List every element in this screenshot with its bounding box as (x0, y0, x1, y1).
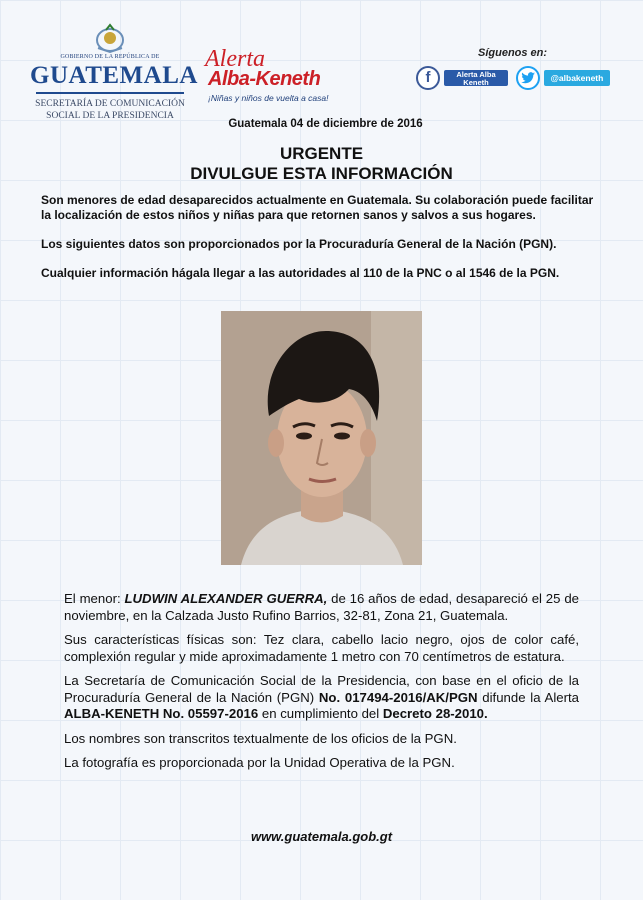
intro-paragraph-3: Cualquier información hágala llegar a las autoridades al 110 de la PNC o al 1546 de la PGN. (41, 266, 560, 280)
publication-date: Guatemala 04 de diciembre de 2016 (228, 118, 423, 130)
alerta-name: Alba-Keneth (208, 68, 321, 90)
follow-label: Síguenos en: (478, 47, 548, 59)
details-p1-rest: de 16 años de edad, desapareció el 25 de noviembre, en la Calzada Justo Rufino Barrios, 32-81, Zona 21, Guatemala. (64, 591, 579, 623)
title-divulgue: DIVULGUE ESTA INFORMACIÓN (190, 164, 453, 183)
details-paragraph-2: Sus características físicas son: Tez clara, cabello lacio negro, ojos de color café, complexión regular y mide aproximadamente 1 metro con 70 centímetros de estatura. (64, 632, 579, 664)
gov-divider (36, 92, 184, 94)
coat-of-arms-icon (90, 22, 130, 54)
details-paragraph-5: La fotografía es proporcionada por la Unidad Operativa de la PGN. (64, 755, 455, 770)
person-photo-illustration (221, 311, 422, 565)
details-p3-mid: difunde la Alerta (477, 689, 580, 705)
details-p3-mid2: en cumplimiento del (258, 706, 383, 721)
details-p3-lead: La Secretaría de Comunicación Social de la Presidencia, con base en el oficio de la Procuraduría General de la Nación (PGN) (64, 673, 579, 705)
alerta-alba-keneth-logo (205, 46, 340, 110)
oficio-number: No. 017494-2016/AK/PGN (318, 689, 478, 705)
details-p1-lead: El menor: (64, 591, 125, 606)
website-link[interactable]: www.guatemala.gob.gt (250, 829, 393, 844)
details-paragraph-1 (64, 591, 579, 624)
intro-paragraph-1: Son menores de edad desaparecidos actualmente en Guatemala. Su colaboración puede facilitar la localización de estos niños y niñas para que retornen sanos y salvos a sus hogares. (41, 193, 594, 222)
twitter-link[interactable]: @albakeneth (544, 70, 610, 86)
facebook-icon[interactable]: f (416, 66, 440, 90)
details-paragraph-4: Los nombres son transcritos textualmente de los oficios de la PGN. (64, 730, 457, 746)
intro-paragraph-2: Los siguientes datos son proporcionados por la Procuraduría General de la Nación (PGN). (41, 237, 557, 251)
details-section (64, 591, 579, 780)
gov-small-text: GOBIERNO DE LA REPÚBLICA DE (60, 54, 160, 60)
government-logo (30, 22, 198, 132)
title-urgent: URGENTE (279, 144, 364, 163)
twitter-icon[interactable] (516, 66, 540, 90)
social-links (410, 44, 620, 94)
alerta-number: ALBA-KENETH No. 05597-2016 (64, 706, 259, 721)
facebook-label-line2: Keneth (463, 77, 489, 87)
alerta-title: Alerta (205, 46, 265, 72)
missing-person-photo (221, 311, 422, 565)
gov-secretaria-line2: SOCIAL DE LA PRESIDENCIA (46, 111, 174, 121)
gov-secretaria-line1: SECRETARÍA DE COMUNICACIÓN (35, 99, 185, 109)
gov-name: GUATEMALA (30, 62, 198, 89)
facebook-label-line1: Alerta Alba (456, 70, 496, 79)
intro-section (41, 193, 606, 295)
decreto-number: Decreto 28-2010. (382, 706, 488, 721)
missing-person-name: LUDWIN ALEXANDER GUERRA, (124, 591, 328, 606)
facebook-link[interactable] (444, 70, 508, 86)
details-paragraph-3 (64, 673, 579, 723)
page-title (0, 144, 643, 184)
alerta-tagline: ¡Niñas y niños de vuelta a casa! (208, 93, 329, 103)
